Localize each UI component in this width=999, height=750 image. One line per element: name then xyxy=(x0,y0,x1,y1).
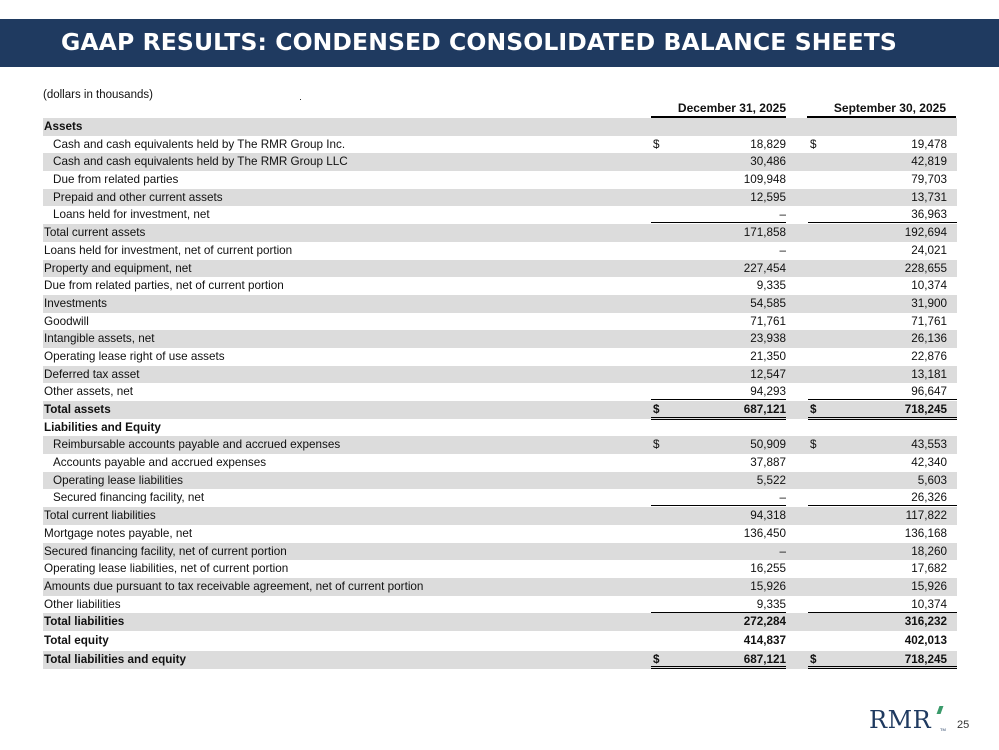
row-label: Due from related parties, net of current portion xyxy=(44,279,284,293)
value-sep-2025: 402,013 xyxy=(904,633,947,647)
row-label: Total liabilities xyxy=(44,615,125,629)
value-dec-2025: – xyxy=(779,491,786,505)
table-row xyxy=(43,295,957,313)
row-label: Operating lease liabilities, net of current portion xyxy=(44,562,289,576)
value-sep-2025: 5,603 xyxy=(917,473,947,487)
value-dec-2025: 12,595 xyxy=(750,190,786,204)
row-label: Total current assets xyxy=(44,226,146,240)
value-sep-2025: 718,245 xyxy=(904,652,947,666)
table-row xyxy=(43,436,957,454)
value-sep-2025: 26,136 xyxy=(911,332,947,346)
stray-mark xyxy=(300,99,301,100)
row-label: Intangible assets, net xyxy=(44,332,155,346)
value-dec-2025: 12,547 xyxy=(750,367,786,381)
row-label: Amounts due pursuant to tax receivable agreement, net of current portion xyxy=(44,579,424,593)
value-sep-2025: 18,260 xyxy=(911,544,947,558)
total-double-rule xyxy=(651,417,786,418)
row-label: Secured financing facility, net xyxy=(53,491,205,505)
row-label: Total assets xyxy=(44,403,111,416)
row-label: Cash and cash equivalents held by The RMR Group LLC xyxy=(53,155,348,169)
currency-symbol: $ xyxy=(810,403,817,416)
value-sep-2025: 17,682 xyxy=(911,562,947,576)
table-row xyxy=(43,596,957,614)
row-label: Loans held for investment, net of current portion xyxy=(44,243,293,257)
value-dec-2025: 687,121 xyxy=(743,652,786,666)
row-label: Loans held for investment, net xyxy=(53,208,210,222)
row-label: Other liabilities xyxy=(44,597,121,611)
row-label: Property and equipment, net xyxy=(44,261,192,275)
total-double-rule xyxy=(651,668,786,669)
table-row xyxy=(43,543,957,561)
value-sep-2025: 71,761 xyxy=(911,314,947,328)
table-row xyxy=(43,153,957,171)
value-sep-2025: 42,819 xyxy=(911,155,947,169)
value-dec-2025: 18,829 xyxy=(750,137,786,151)
value-dec-2025: 54,585 xyxy=(750,296,786,310)
logo-trademark: TM xyxy=(940,727,946,732)
value-dec-2025: 414,837 xyxy=(743,633,786,647)
section-heading xyxy=(43,118,957,136)
table-row xyxy=(43,613,957,631)
table-row xyxy=(43,578,957,596)
table-row xyxy=(43,366,957,384)
value-sep-2025: 718,245 xyxy=(904,403,947,416)
value-dec-2025: 94,293 xyxy=(750,385,786,399)
value-dec-2025: 5,522 xyxy=(756,473,786,487)
currency-symbol: $ xyxy=(653,652,660,666)
value-sep-2025: 79,703 xyxy=(911,173,947,187)
value-sep-2025: 228,655 xyxy=(904,261,947,275)
currency-symbol: $ xyxy=(653,137,660,151)
table-row xyxy=(43,472,957,490)
value-dec-2025: 171,858 xyxy=(743,226,786,240)
currency-symbol: $ xyxy=(653,438,660,452)
row-label: Assets xyxy=(44,120,83,133)
value-dec-2025: 21,350 xyxy=(750,349,786,363)
row-label: Other assets, net xyxy=(44,385,133,399)
row-label: Reimbursable accounts payable and accrued expenses xyxy=(53,438,341,452)
row-label: Due from related parties xyxy=(53,173,179,187)
value-sep-2025: 43,553 xyxy=(911,438,947,452)
value-sep-2025: 42,340 xyxy=(911,456,947,470)
table-row xyxy=(43,348,957,366)
page-title: GAAP RESULTS: CONDENSED CONSOLIDATED BALANCE SHEETS xyxy=(61,28,897,56)
column-header-sep-2025: September 30, 2025 xyxy=(833,101,946,115)
table-row xyxy=(43,383,957,401)
row-label: Deferred tax asset xyxy=(44,367,140,381)
row-label: Liabilities and Equity xyxy=(44,420,161,434)
value-dec-2025: – xyxy=(779,243,786,257)
value-dec-2025: 15,926 xyxy=(750,579,786,593)
table-row xyxy=(43,189,957,207)
table-row xyxy=(43,651,957,669)
currency-symbol: $ xyxy=(810,438,817,452)
value-sep-2025: 26,326 xyxy=(911,491,947,505)
table-row xyxy=(43,260,957,278)
page-number: 25 xyxy=(957,719,970,731)
row-label: Cash and cash equivalents held by The RMR Group Inc. xyxy=(53,137,346,151)
rmr-logo: RMR xyxy=(869,706,932,734)
table-row xyxy=(43,507,957,525)
balance-sheet-table xyxy=(43,118,957,669)
value-dec-2025: 30,486 xyxy=(750,155,786,169)
value-sep-2025: 117,822 xyxy=(905,509,947,523)
value-dec-2025: 37,887 xyxy=(750,456,786,470)
value-sep-2025: 96,647 xyxy=(911,385,947,399)
value-sep-2025: 24,021 xyxy=(911,243,947,257)
value-sep-2025: 10,374 xyxy=(911,279,947,293)
value-dec-2025: – xyxy=(779,208,786,222)
currency-symbol: $ xyxy=(653,403,660,416)
table-row xyxy=(43,631,957,651)
table-row xyxy=(43,242,957,260)
total-double-rule xyxy=(808,666,957,667)
row-label: Operating lease liabilities xyxy=(53,473,183,487)
units-note: (dollars in thousands) xyxy=(43,89,153,101)
table-row xyxy=(43,277,957,295)
value-sep-2025: 192,694 xyxy=(904,226,947,240)
value-dec-2025: 9,335 xyxy=(756,279,786,293)
value-dec-2025: – xyxy=(779,544,786,558)
column-header-dec-2025: December 31, 2025 xyxy=(677,101,786,115)
table-row xyxy=(43,136,957,154)
row-label: Mortgage notes payable, net xyxy=(44,526,193,540)
table-row xyxy=(43,525,957,543)
value-sep-2025: 13,181 xyxy=(911,367,947,381)
table-row xyxy=(43,224,957,242)
row-label: Operating lease right of use assets xyxy=(44,349,225,363)
value-dec-2025: 687,121 xyxy=(743,403,786,416)
row-label: Accounts payable and accrued expenses xyxy=(53,456,267,470)
value-dec-2025: 109,948 xyxy=(743,173,786,187)
table-row xyxy=(43,171,957,189)
value-dec-2025: 71,761 xyxy=(750,314,786,328)
value-sep-2025: 22,876 xyxy=(911,349,947,363)
value-sep-2025: 36,963 xyxy=(911,208,947,222)
currency-symbol: $ xyxy=(810,137,817,151)
table-row xyxy=(43,330,957,348)
row-label: Goodwill xyxy=(44,314,89,328)
value-sep-2025: 31,900 xyxy=(911,296,947,310)
value-dec-2025: 272,284 xyxy=(743,615,786,629)
logo-accent-icon xyxy=(937,706,944,714)
total-double-rule xyxy=(651,666,786,667)
value-dec-2025: 94,318 xyxy=(750,509,786,523)
table-row xyxy=(43,401,957,419)
section-heading xyxy=(43,419,957,437)
value-dec-2025: 9,335 xyxy=(756,597,786,611)
table-row xyxy=(43,206,957,224)
table-row xyxy=(43,489,957,507)
table-row xyxy=(43,313,957,331)
row-label: Secured financing facility, net of current portion xyxy=(44,544,287,558)
value-sep-2025: 19,478 xyxy=(911,137,947,151)
value-sep-2025: 136,168 xyxy=(904,526,947,540)
row-label: Total current liabilities xyxy=(44,509,156,523)
table-row xyxy=(43,454,957,472)
value-dec-2025: 227,454 xyxy=(743,261,786,275)
value-sep-2025: 15,926 xyxy=(911,579,947,593)
row-label: Total liabilities and equity xyxy=(44,652,187,666)
row-label: Prepaid and other current assets xyxy=(53,190,223,204)
total-double-rule xyxy=(808,668,957,669)
value-dec-2025: 136,450 xyxy=(743,526,786,540)
value-dec-2025: 16,255 xyxy=(750,562,786,576)
table-row xyxy=(43,560,957,578)
value-dec-2025: 50,909 xyxy=(750,438,786,452)
row-label: Total equity xyxy=(44,633,109,647)
currency-symbol: $ xyxy=(810,652,817,666)
value-dec-2025: 23,938 xyxy=(750,332,786,346)
total-double-rule xyxy=(808,417,957,418)
value-sep-2025: 13,731 xyxy=(911,190,947,204)
value-sep-2025: 316,232 xyxy=(904,615,947,629)
value-sep-2025: 10,374 xyxy=(911,597,947,611)
title-banner xyxy=(0,19,999,67)
row-label: Investments xyxy=(44,296,108,310)
